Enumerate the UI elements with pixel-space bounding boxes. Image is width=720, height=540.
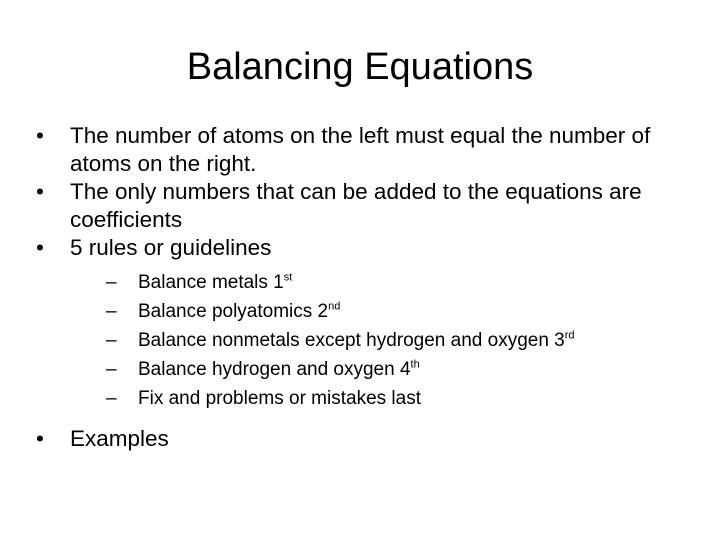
ordinal-suffix: st bbox=[283, 271, 293, 284]
bullet-item bbox=[36, 178, 686, 234]
sub-bullet-item bbox=[106, 268, 686, 297]
sub-bullet-item bbox=[106, 297, 686, 326]
dash-marker: – bbox=[106, 388, 117, 409]
bullet-marker: • bbox=[36, 426, 44, 451]
bullet-marker: • bbox=[36, 123, 44, 148]
slide-title: Balancing Equations bbox=[186, 46, 534, 88]
sub-bullet-item bbox=[106, 355, 686, 384]
sub-bullet-item bbox=[106, 326, 686, 355]
bullet-item bbox=[36, 425, 686, 453]
bullet-item bbox=[36, 122, 686, 178]
dash-marker: – bbox=[106, 301, 117, 322]
slide-content bbox=[36, 122, 686, 453]
bullet-text: Examples bbox=[70, 426, 169, 451]
sub-bullet-text: Balance metals 1 bbox=[138, 272, 284, 293]
sub-bullet-text: Fix and problems or mistakes last bbox=[138, 388, 421, 409]
bullet-item bbox=[36, 234, 686, 262]
bullet-marker: • bbox=[36, 235, 44, 260]
sub-bullet-item bbox=[106, 384, 686, 413]
bullet-marker: • bbox=[36, 179, 44, 204]
sub-bullet-text: Balance nonmetals except hydrogen and oxygen 3 bbox=[138, 330, 565, 351]
dash-marker: – bbox=[106, 330, 117, 351]
ordinal-suffix: nd bbox=[328, 300, 341, 313]
bullet-text: The number of atoms on the left must equal the number of atoms on the right. bbox=[70, 123, 651, 176]
rules-sublist bbox=[36, 268, 686, 413]
dash-marker: – bbox=[106, 272, 117, 293]
dash-marker: – bbox=[106, 359, 117, 380]
sub-bullet-text: Balance polyatomics 2 bbox=[138, 301, 329, 322]
sub-bullet-text: Balance hydrogen and oxygen 4 bbox=[138, 359, 411, 380]
ordinal-suffix: th bbox=[410, 358, 420, 371]
bullet-text: 5 rules or guidelines bbox=[70, 235, 272, 260]
ordinal-suffix: rd bbox=[564, 329, 575, 342]
bullet-text: The only numbers that can be added to the equations are coefficients bbox=[70, 179, 642, 232]
